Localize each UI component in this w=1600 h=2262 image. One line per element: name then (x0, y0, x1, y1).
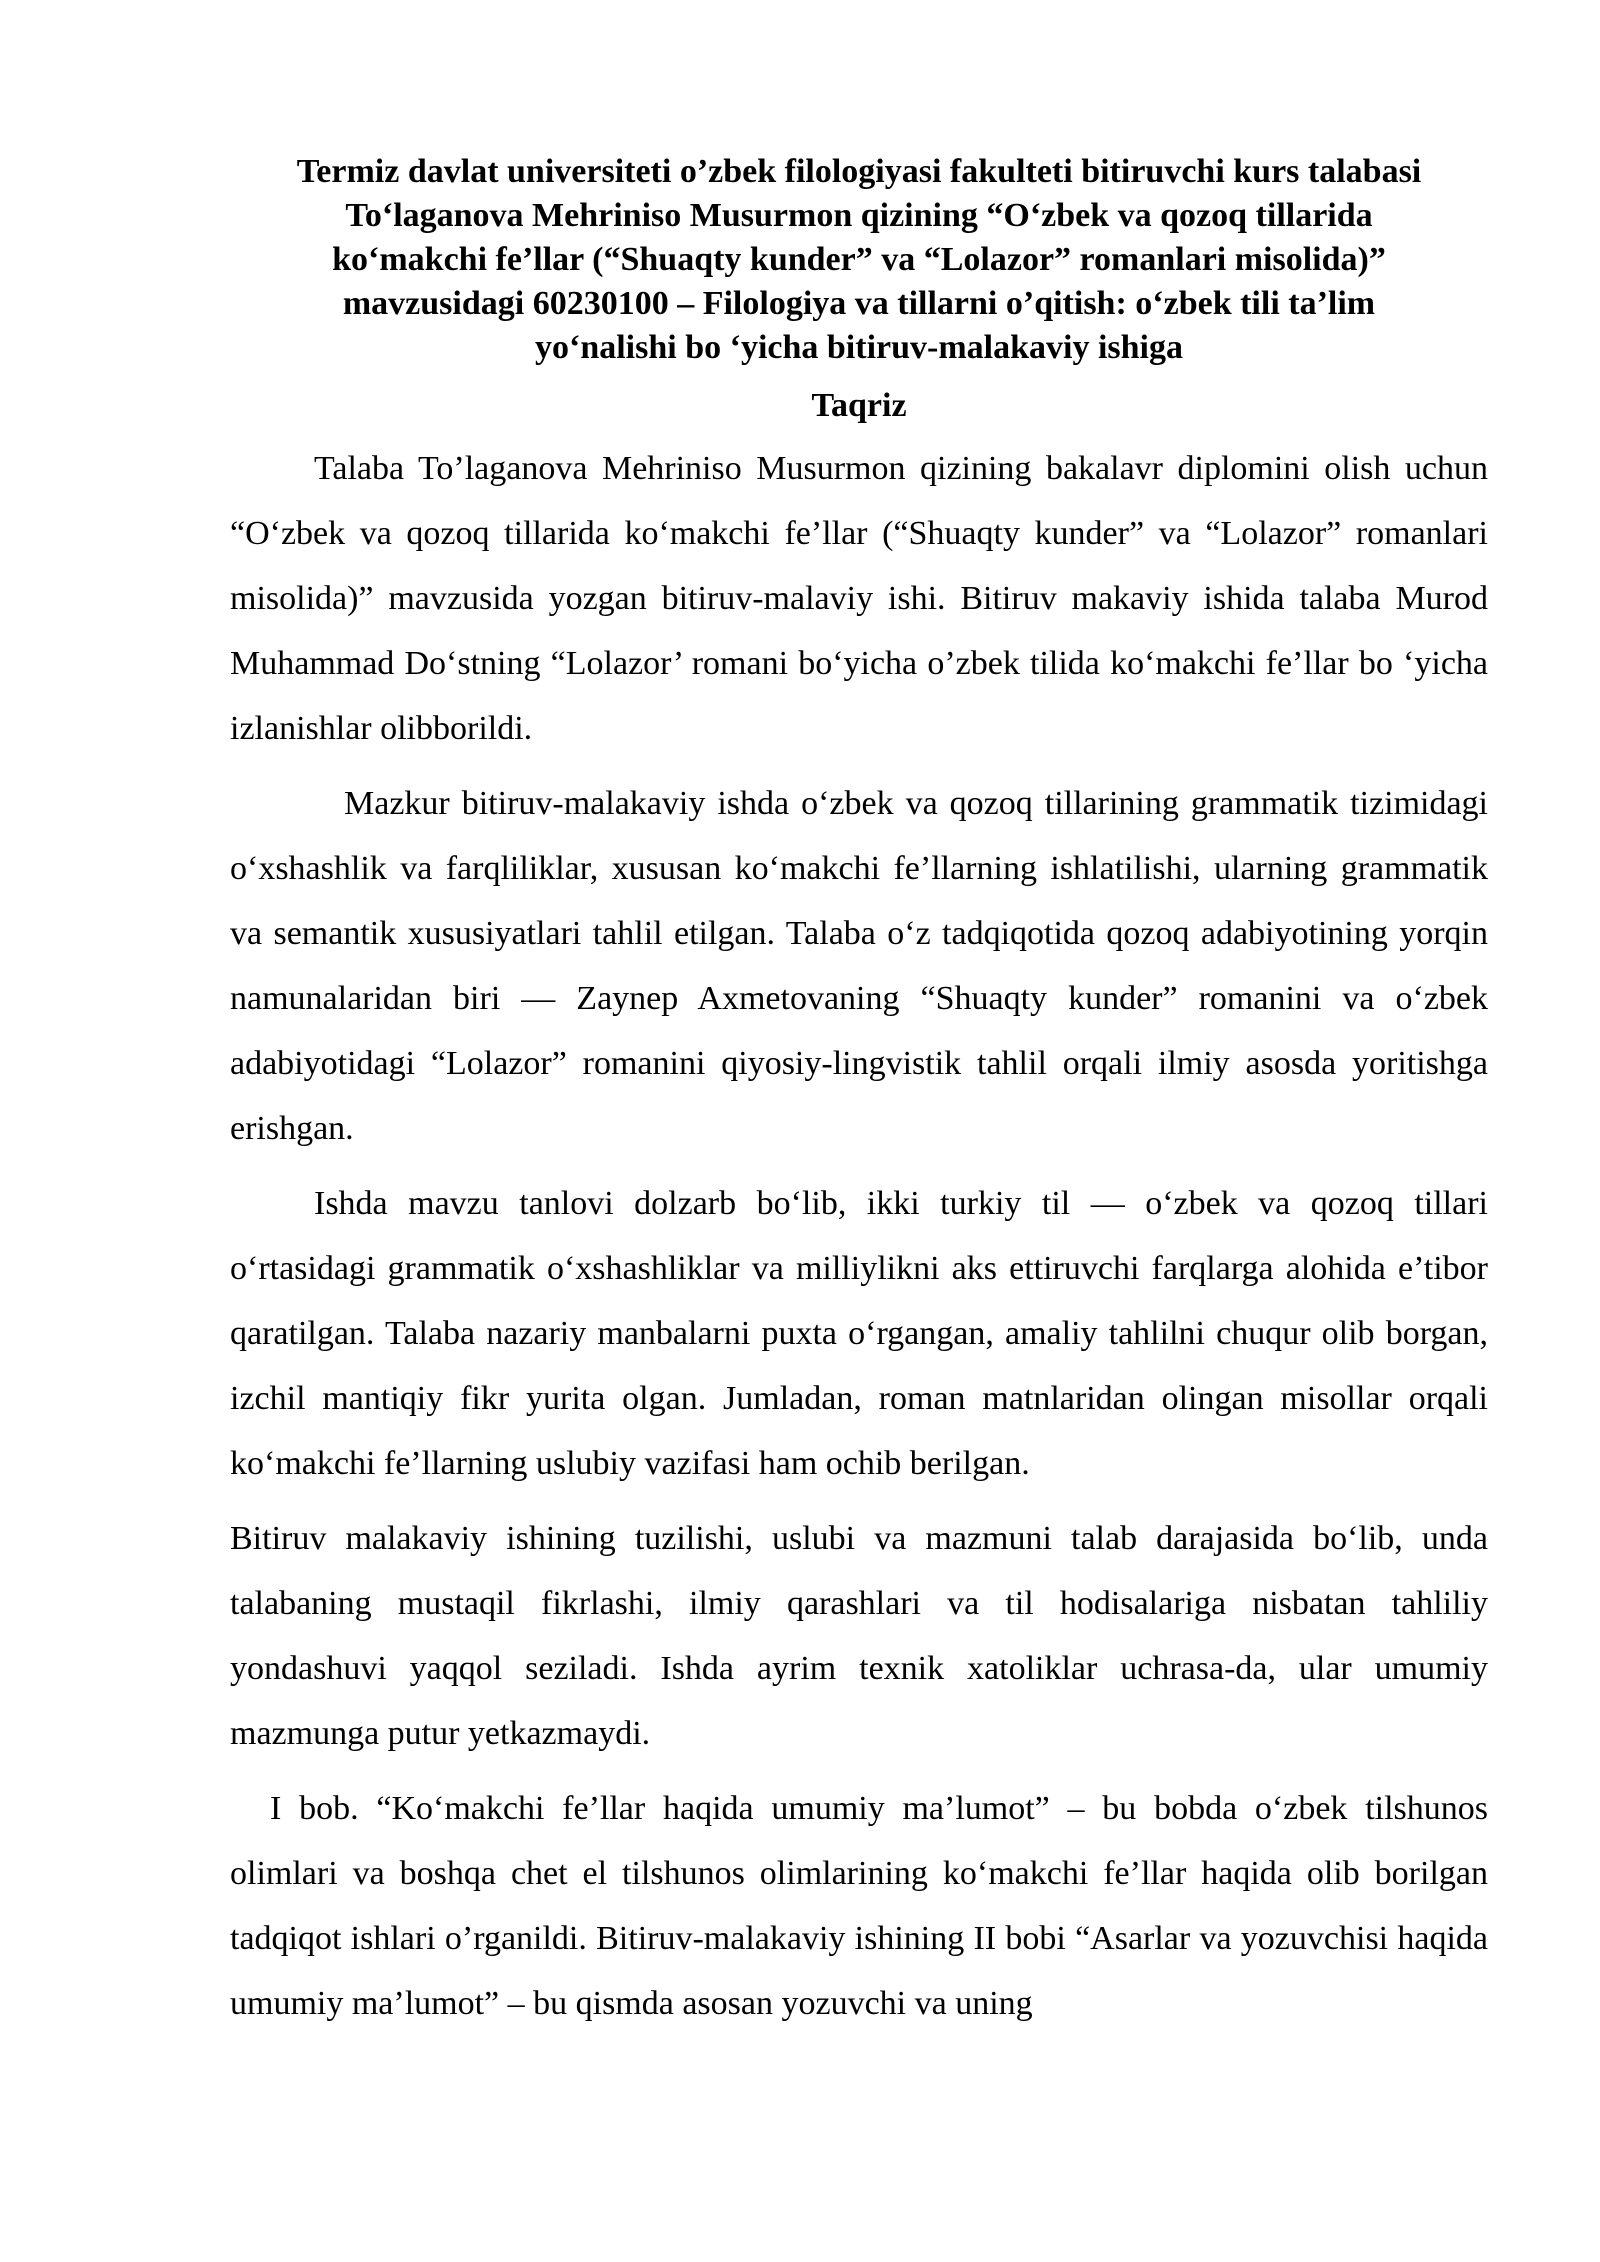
document-heading (230, 150, 1488, 370)
document-page (230, 150, 1488, 2046)
body-paragraph: Bitiruv malakaviy ishining tuzilishi, uslubi va mazmuni talab darajasida bo‘lib, unda talabaning mustaqil fikrlashi, ilmiy qarashlari va til hodisalariga nisbatan tahliliy yondashuvi yaqqol seziladi. Ishda ayrim texnik xatoliklar uchrasa-da, ular umumiy mazmunga putur yetkazmaydi. (230, 1520, 1488, 1752)
body-paragraph: Ishda mavzu tanlovi dolzarb bo‘lib, ikki turkiy til — o‘zbek va qozoq tillari o‘rtasidagi grammatik o‘xshashliklar va milliylikni aks ettiruvchi farqlarga alohida e’tibor qaratilgan. Talaba nazariy manbalarni puxta o‘rgangan, amaliy tahlilni chuqur olib borgan, izchil mantiqiy fikr yurita olgan. Jumladan, roman matnlaridan olingan misollar orqali ko‘makchi fe’llarning uslubiy vazifasi ham ochib berilgan. (230, 1185, 1488, 1482)
heading-line: mavzusidagi 60230100 – Filologiya va tillarni o’qitish: o‘zbek tili ta’lim (342, 285, 1376, 322)
heading-line: To‘laganova Mehriniso Musurmon qizining “O‘zbek va qozoq tillarida (345, 197, 1373, 234)
body-paragraph: Mazkur bitiruv-malakaviy ishda o‘zbek va qozoq tillarining grammatik tizimidagi o‘xshashlik va farqliliklar, xususan ko‘makchi fe’llarning ishlatilishi, ularning grammatik va semantik xususiyatlari tahlil etilgan. Talaba o‘z tadqiqotida qozoq adabiyotining yorqin namunalaridan biri — Zaynep Axmetovaning “Shuaqty kunder” romanini va o‘zbek adabiyotidagi “Lolazor” romanini qiyosiy-lingvistik tahlil orqali ilmiy asosda yoritishga erishgan. (230, 785, 1488, 1147)
body-paragraph: Talaba To’laganova Mehriniso Musurmon qizining bakalavr diplomini olish uchun “O‘zbek va qozoq tillarida ko‘makchi fe’llar (“Shuaqty kunder” va “Lolazor” romanlari misolida)” mavzusida yozgan bitiruv-malaviy ishi. Bitiruv makaviy ishida talaba Murod Muhammad Do‘stning “Lolazor’ romani bo‘yicha o’zbek tilida ko‘makchi fe’llar bo ‘yicha izlanishlar olibborildi. (230, 450, 1488, 747)
heading-line: yo‘nalishi bo ‘yicha bitiruv-malakaviy ishiga (535, 329, 1183, 366)
document-title: Taqriz (811, 387, 907, 424)
heading-line: Termiz davlat universiteti o’zbek filologiyasi fakulteti bitiruvchi kurs talabasi (296, 153, 1422, 190)
body-paragraph: I bob. “Ko‘makchi fe’llar haqida umumiy ma’lumot” – bu bobda o‘zbek tilshunos olimlari va boshqa chet el tilshunos olimlarining ko‘makchi fe’llar haqida olib borilgan tadqiqot ishlari o’rganildi. Bitiruv-malakaviy ishining II bobi “Asarlar va yozuvchisi haqida umumiy ma’lumot” – bu qismda asosan yozuvchi va uning (230, 1790, 1488, 2022)
heading-line: ko‘makchi fe’llar (“Shuaqty kunder” va “Lolazor” romanlari misolida)” (332, 241, 1386, 278)
